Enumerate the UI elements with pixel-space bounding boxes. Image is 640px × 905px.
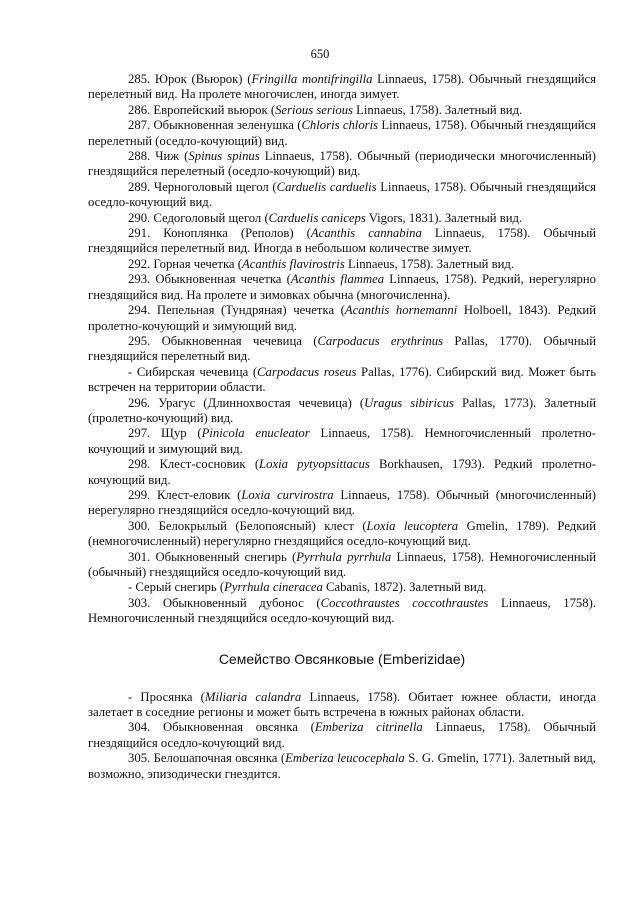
family-heading: Семейство Овсянковые (Emberizidae) xyxy=(218,650,466,667)
species-description: Linnaeus, 1758). Обычный гнездящийся перелетный вид. На пролете многочислен, иногда зимует. xyxy=(88,72,597,102)
species-entry xyxy=(88,580,596,595)
species-entry xyxy=(88,257,596,272)
species-latin-name: Serious serious xyxy=(275,102,353,117)
species-entry xyxy=(88,690,596,721)
species-entry xyxy=(88,457,596,488)
species-description: Linnaeus, 1758). Немногочисленный пролетно-кочующий и зимующий вид. xyxy=(88,426,596,456)
species-common-name: 294. Пепельная (Тундряная) чечетка ( xyxy=(128,303,345,318)
species-description: Linnaeus, 1758). Обычный гнездящийся оседло-кочующий вид. xyxy=(88,720,596,750)
species-description: Gmelin, 1789). Редкий (немногочисленный) нерегулярно гнездящийся оседло-кочующий вид. xyxy=(88,518,596,549)
species-common-name: 301. Обыкновенный снегирь ( xyxy=(128,549,297,564)
species-latin-name: Carpodacus erythrinus xyxy=(317,333,444,348)
species-description: Pallas, 1773). Залетный (пролетно-кочующий) вид. xyxy=(88,395,596,425)
species-latin-name: Loxia curvirostra xyxy=(241,487,334,502)
species-description: S. G. Gmelin, 1771). Залетный вид, возможно, эпизодически гнездится. xyxy=(88,751,596,781)
species-latin-name: Fringilla montifringilla xyxy=(251,72,373,86)
species-entry xyxy=(88,118,596,149)
species-common-name: 296. Урагус (Длиннохвостая чечевица) ( xyxy=(128,395,365,410)
species-description: Linnaeus, 1758). Залетный вид. xyxy=(352,102,523,117)
species-entry xyxy=(88,211,596,226)
species-entry xyxy=(88,303,596,334)
species-latin-name: Pyrrhula cineracea xyxy=(224,580,323,595)
species-description: Vigors, 1831). Залетный вид. xyxy=(365,210,523,225)
species-common-name: 288. Чиж ( xyxy=(128,149,189,164)
species-common-name: 295. Обыкновенная чечевица ( xyxy=(128,333,318,348)
species-entry xyxy=(88,596,596,627)
species-entry xyxy=(88,272,596,303)
species-common-name: - Серый снегирь ( xyxy=(128,580,225,595)
species-description: Linnaeus, 1758). Обычный (периодически многочисленный) гнездящийся перелетный (оседло-кочующий) вид. xyxy=(88,149,596,179)
species-entry xyxy=(88,396,596,427)
species-entry xyxy=(88,180,596,211)
species-entry xyxy=(88,149,596,180)
species-description: Linnaeus, 1758). Редкий, нерегулярно гнездящийся вид. На пролете и зимовках обычна (многочисленна). xyxy=(88,272,596,302)
species-description: Pallas, 1770). Обычный гнездящийся перелетный вид. xyxy=(88,333,596,364)
species-entry xyxy=(88,365,596,396)
species-description: Linnaeus, 1758). Залетный вид. xyxy=(344,256,515,271)
species-description: Cabanis, 1872). Залетный вид. xyxy=(322,580,487,595)
species-entry xyxy=(88,550,596,581)
species-description: Borkhausen, 1793). Редкий пролетно-кочующий вид. xyxy=(88,457,596,487)
species-common-name: 298. Клест-сосновик ( xyxy=(128,457,260,472)
species-latin-name: Carduelis caniceps xyxy=(268,210,366,225)
species-latin-name: Carduelis carduelis xyxy=(276,179,377,194)
species-description: Linnaeus, 1758). Обычный гнездящийся перелетный вид. Иногда в небольшом количестве зимует. xyxy=(88,226,597,256)
species-entry xyxy=(88,720,596,751)
species-latin-name: Uragus sibiricus xyxy=(364,395,454,410)
species-common-name: 287. Обыкновенная зеленушка ( xyxy=(128,118,302,133)
species-latin-name: Acanthis hornemanni xyxy=(344,303,458,318)
species-latin-name: Acanthis flavirostris xyxy=(241,256,345,271)
species-latin-name: Pinicola enucleator xyxy=(201,426,310,441)
species-common-name: 293. Обыкновенная чечетка ( xyxy=(128,272,291,287)
species-common-name: - Просянка ( xyxy=(128,689,205,704)
document-body xyxy=(88,72,596,782)
page-number: 650 xyxy=(310,47,330,61)
species-latin-name: Emberiza citrinella xyxy=(314,720,423,735)
species-common-name: 291. Коноплянка (Реполов) ( xyxy=(128,226,311,241)
species-description: Linnaeus, 1758). Обычный гнездящийся оседло-кочующий вид. xyxy=(88,179,597,210)
species-description: Holboell, 1843). Редкий пролетно-кочующий и зимующий вид. xyxy=(88,303,596,333)
species-entry xyxy=(88,519,596,550)
species-common-name: 303. Обыкновенный дубонос ( xyxy=(128,595,321,610)
species-entry xyxy=(88,103,596,118)
species-latin-name: Emberiza leucocephala xyxy=(285,751,405,766)
species-entry xyxy=(88,226,596,257)
species-latin-name: Acanthis flammea xyxy=(290,272,385,287)
species-common-name: 304. Обыкновенная овсянка ( xyxy=(128,720,315,735)
species-latin-name: Pyrrhula pyrrhula xyxy=(296,549,392,564)
species-common-name: 305. Белошапочная овсянка ( xyxy=(128,751,286,766)
species-entry xyxy=(88,426,596,457)
species-common-name: 289. Черноголовый щегол ( xyxy=(128,179,277,194)
species-latin-name: Acanthis cannabina xyxy=(310,226,422,241)
species-entry xyxy=(88,334,596,365)
species-common-name: 300. Белокрылый (Белопоясный) клест ( xyxy=(128,518,367,533)
species-common-name: 292. Горная чечетка ( xyxy=(128,256,242,271)
species-list-fringillidae xyxy=(88,72,596,627)
species-latin-name: Chloris chloris xyxy=(301,118,379,133)
species-entry xyxy=(88,488,596,519)
species-description: Pallas, 1776). Сибирский вид. Может быть встречен на территории области. xyxy=(88,364,596,395)
species-common-name: 290. Седоголовый щегол ( xyxy=(128,210,269,225)
species-description: Linnaeus, 1758). Обитает южнее области, иногда залетает в соседние регионы и может быть встречена в южных районах области. xyxy=(88,689,597,720)
species-latin-name: Spinus spinus xyxy=(188,149,260,164)
species-latin-name: Coccothraustes coccothraustes xyxy=(320,595,489,610)
species-description: Linnaeus, 1758). Немногочисленный (обычный) гнездящийся оседло-кочующий вид. xyxy=(88,549,596,579)
species-description: Linnaeus, 1758). Обычный гнездящийся перелетный (оседло-кочующий) вид. xyxy=(88,118,597,148)
species-latin-name: Carpodacus roseus xyxy=(257,364,357,379)
species-latin-name: Loxia leucoptera xyxy=(366,518,459,533)
species-common-name: 286. Европейский вьюрок ( xyxy=(128,102,276,117)
species-common-name: - Сибирская чечевица ( xyxy=(128,364,258,379)
species-list-emberizidae xyxy=(88,690,596,782)
species-common-name: 285. Юрок (Вьюрок) ( xyxy=(128,72,252,86)
species-latin-name: Miliaria calandra xyxy=(204,689,302,704)
species-description: Linnaeus, 1758). Немногочисленный гнездящийся оседло-кочующий вид. xyxy=(88,595,597,626)
species-entry xyxy=(88,751,596,782)
species-latin-name: Loxia pytyopsittacus xyxy=(259,457,370,472)
species-common-name: 299. Клест-еловик ( xyxy=(128,487,242,502)
species-description: Linnaeus, 1758). Обычный (многочисленный) нерегулярно гнездящийся оседло-кочующий вид. xyxy=(88,487,596,518)
species-entry xyxy=(88,72,596,103)
species-common-name: 297. Щур ( xyxy=(128,426,202,441)
